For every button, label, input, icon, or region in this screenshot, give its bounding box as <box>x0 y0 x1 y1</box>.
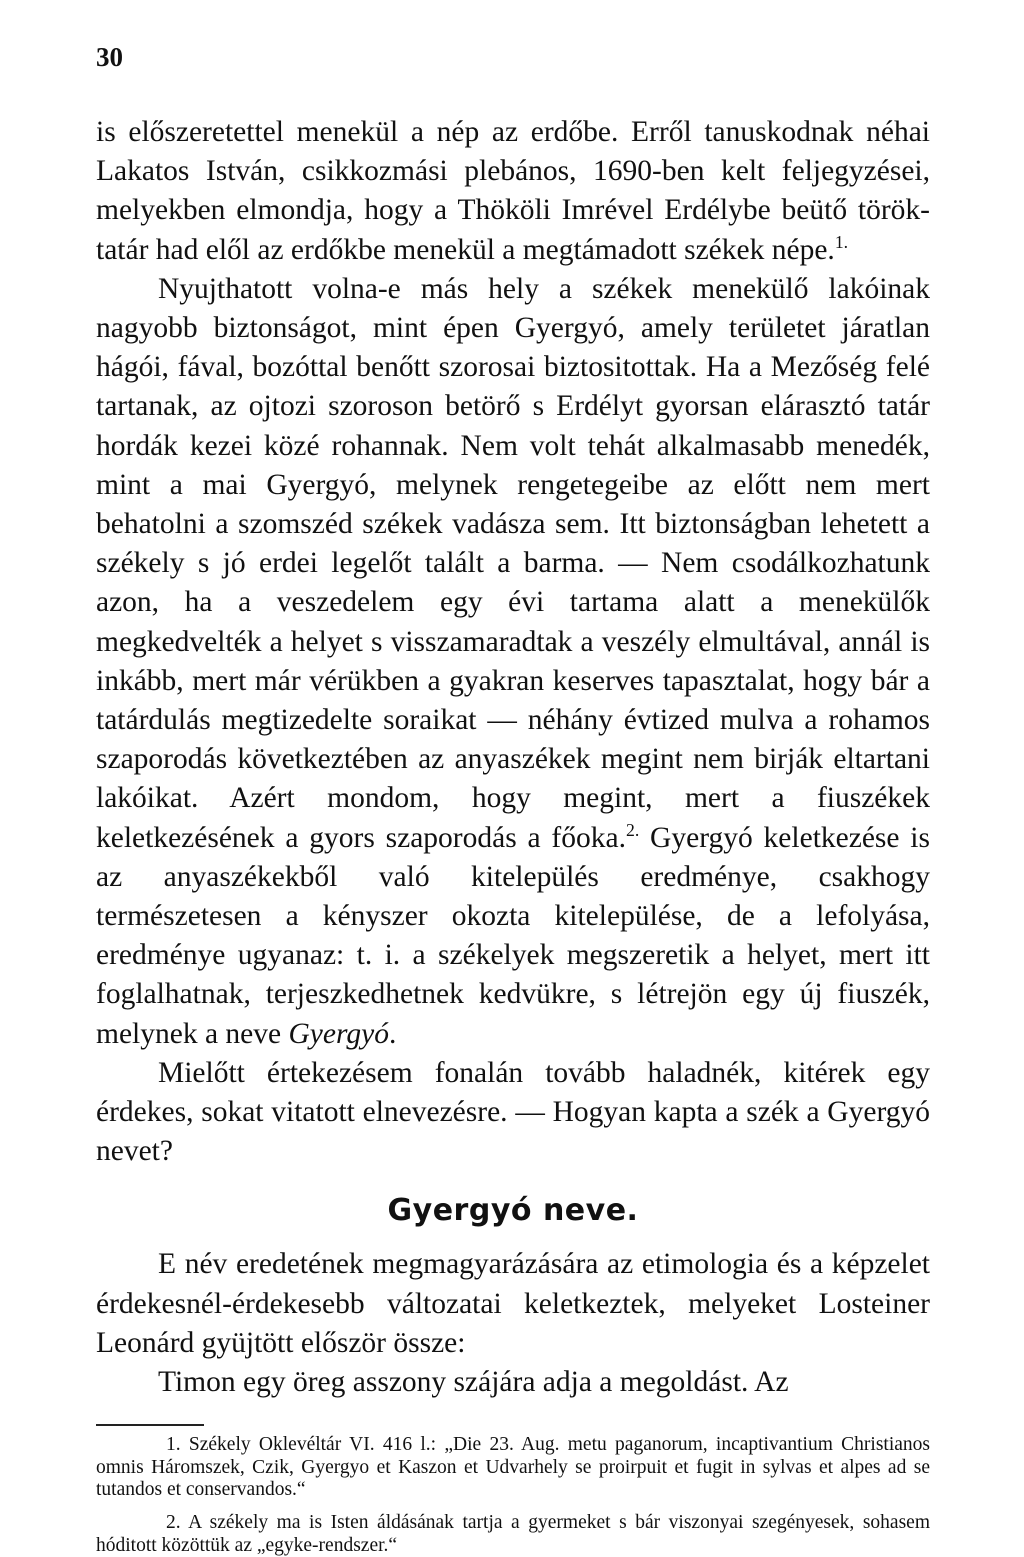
footnote-1: 1. Székely Oklevéltár VI. 416 l.: „Die 23. Aug. metu paganorum, incaptivantium Christianos omnis Háromszek, Czik, Gyergyo et Kaszon et Udvarhely se proirpuit et fugit in sylvas et alpes ad se tutandos et conservandos.“ <box>96 1434 930 1501</box>
footnotes <box>96 1434 930 1557</box>
paragraph-2-text-c: . <box>388 1017 397 1050</box>
paragraph-2-text-b: Gyergyó keletkezése is az anyaszékekből való kitelepülés eredménye, csakhogy természetesen a kényszer okozta kitelepülése, de a lefolyása, eredménye ugyanaz: t. i. a székelyek megszeretik a helyet, mert itt foglalhatnak, terjeszkedhetnek kedvükre, s létrejön egy új fiuszék, melynek a neve <box>96 821 930 1050</box>
paragraph-3-text: Mielőtt értekezésem fonalán tovább haladnék, kitérek egy érdekes, sokat vitatott elnevezésre. — Hogyan kapta a szék a Gyergyó nevet? <box>96 1056 930 1168</box>
paragraph-5 <box>96 1363 930 1402</box>
paragraph-2-text-a: Nyujthatott volna-e más hely a székek menekülő lakóinak nagyobb biztonságot, mint épen Gyergyó, amely területet járatlan hágói, fával, bozóttal benőtt szorosai biztositottak. Ha a Mezőség felé tartanak, az ojtozi szoroson betörő s Erdélyt gyorsan elárasztó tatár hordák kezei közé rohannak. Nem volt tehát alkalmasabb menedék, mint a mai Gyergyó, melynek rengetegeibe az előtt nem mert behatolni a szomszéd székek vadásza sem. Itt biztonságban lehetett a székely s jó erdei legelőt talált a barma. — Nem csodálkozhatunk azon, ha a veszedelem egy évi tartama alatt a menekülők megkedvelték a helyet s visszamaradtak a veszély elmultával, annál is inkább, mert már vérükben a gyakran keserves tapasztalat, hogy bár a tatárdulás megtizedelte soraikat — néhány évtized mulva a rohamos szaporodás következtében az anyaszékek megint nem birják eltartani lakóikat. Azért mondom, hogy megint, mert a fiuszékek keletkezésének a gyors szaporodás a főoka. <box>96 272 930 854</box>
paragraph-1 <box>96 113 930 270</box>
page-number: 30 <box>96 42 123 72</box>
footnote-divider <box>96 1424 204 1426</box>
footnote-2: 2. A székely ma is Isten áldásának tartja a gyermeket s bár viszonyai szegényesek, sohasem hóditott közöttük az „egyke-rendszer.“ <box>96 1512 930 1556</box>
paragraph-3 <box>96 1054 930 1172</box>
paragraph-4 <box>96 1245 930 1363</box>
main-text <box>96 113 930 1402</box>
paragraph-4-text: E név eredetének megmagyarázására az etimologia és a képzelet érdekesnél-érdekesebb változatai keletkeztek, melyeket Losteiner Leonárd gyüjtött először össze: <box>96 1248 930 1359</box>
paragraph-2 <box>96 270 930 1054</box>
paragraph-2-italic: Gyergyó <box>288 1017 389 1050</box>
book-page <box>96 44 930 1557</box>
footnote-ref-2: 2. <box>625 819 640 840</box>
paragraph-5-text: Timon egy öreg asszony szájára adja a megoldást. Az <box>158 1366 789 1399</box>
footnote-ref-1: 1. <box>834 231 849 252</box>
section-heading: Gyergyó neve. <box>387 1193 639 1229</box>
paragraph-1-text: is előszeretettel menekül a nép az erdőbe. Erről tanuskodnak néhai Lakatos István, csikkozmási plebános, 1690-ben kelt feljegyzései, melyekben elmondja, hogy a Thököli Imrével Erdélybe beütő török-tatár had elől az erdőkbe menekül a megtámadott székek népe. <box>96 116 930 266</box>
